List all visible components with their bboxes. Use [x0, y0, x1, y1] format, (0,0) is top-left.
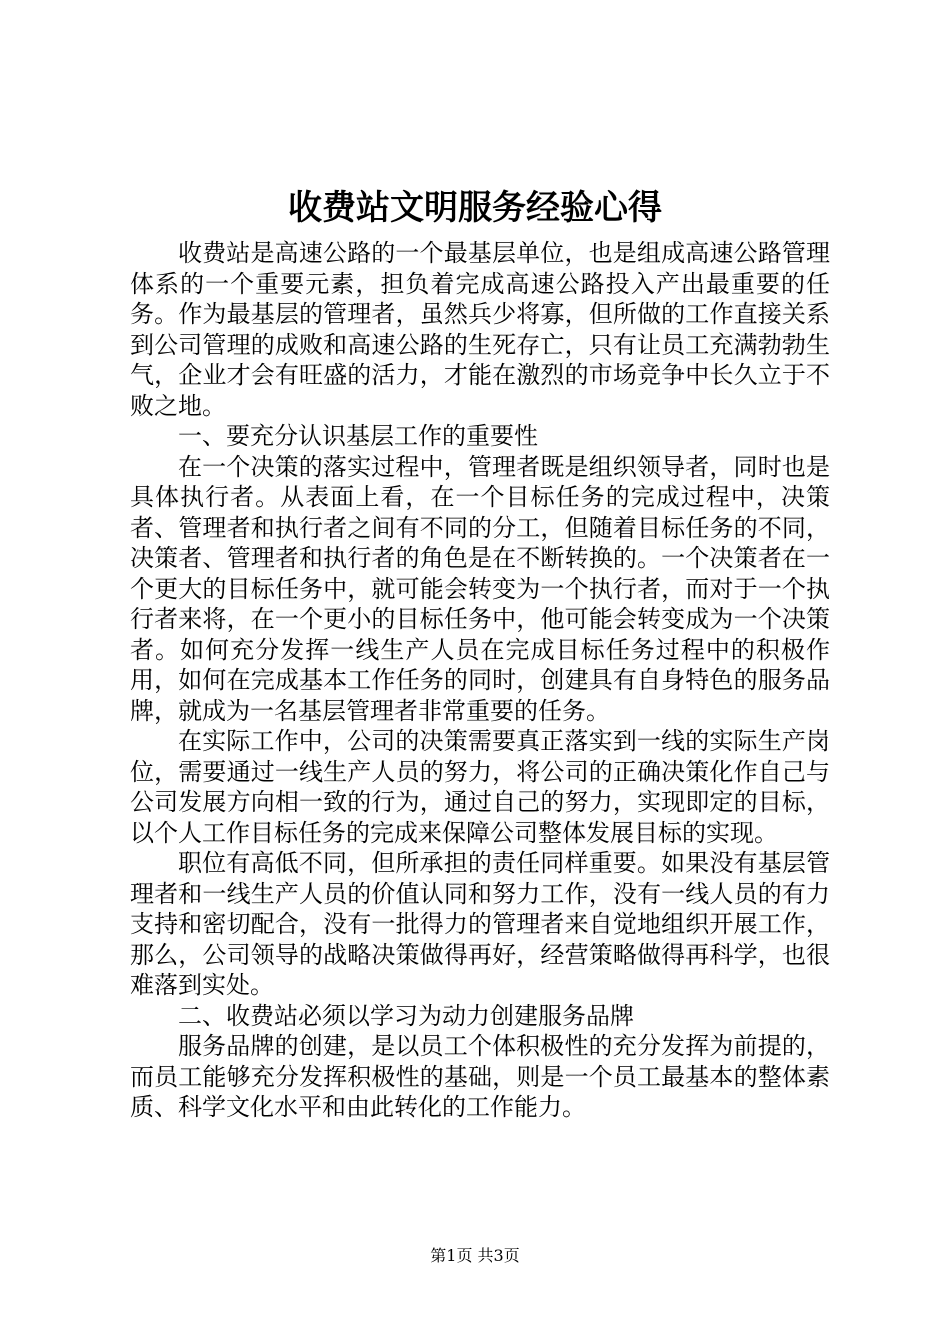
paragraph: 在实际工作中，公司的决策需要真正落实到一线的实际生产岗位，需要通过一线生产人员的努力，将公司的正确决策化作自己与公司发展方向相一致的行为，通过自己的努力，实现即定的目标，以个人工作目标任务的完成来保障公司整体发展目标的实现。 [130, 727, 830, 847]
document-body [130, 238, 830, 1123]
page-footer: 第1页 共3页 [430, 1246, 520, 1265]
paragraph: 职位有高低不同，但所承担的责任同样重要。如果没有基层管理者和一线生产人员的价值认同和努力工作，没有一线人员的有力支持和密切配合，没有一批得力的管理者来自觉地组织开展工作，那么，公司领导的战略决策做得再好，经营策略做得再科学，也很难落到实处。 [130, 849, 830, 999]
document-title: 收费站文明服务经验心得 [288, 188, 662, 228]
section-heading-1: 一、要充分认识基层工作的重要性 [178, 422, 538, 450]
paragraph: 在一个决策的落实过程中，管理者既是组织领导者，同时也是具体执行者。从表面上看，在一个目标任务的完成过程中，决策者、管理者和执行者之间有不同的分工，但随着目标任务的不同，决策者、管理者和执行者的角色是在不断转换的。一个决策者在一个更大的目标任务中，就可能会转变为一个执行者，而对于一个执行者来将，在一个更小的目标任务中，他可能会转变成为一个决策者。如何充分发挥一线生产人员在完成目标任务过程中的积极作用，如何在完成基本工作任务的同时，创建具有自身特色的服务品牌，就成为一名基层管理者非常重要的任务。 [130, 452, 830, 725]
section-heading-2: 二、收费站必须以学习为动力创建服务品牌 [178, 1001, 634, 1030]
paragraph-intro: 收费站是高速公路的一个最基层单位，也是组成高速公路管理体系的一个重要元素，担负着完成高速公路投入产出最重要的任务。作为最基层的管理者，虽然兵少将寡，但所做的工作直接关系到公司管理的成败和高速公路的生死存亡，只有让员工充满勃勃生气，企业才会有旺盛的活力，才能在激烈的市场竞争中长久立于不败之地。 [130, 239, 830, 420]
paragraph: 服务品牌的创建，是以员工个体积极性的充分发挥为前提的，而员工能够充分发挥积极性的基础，则是一个员工最基本的整体素质、科学文化水平和由此转化的工作能力。 [130, 1032, 830, 1121]
